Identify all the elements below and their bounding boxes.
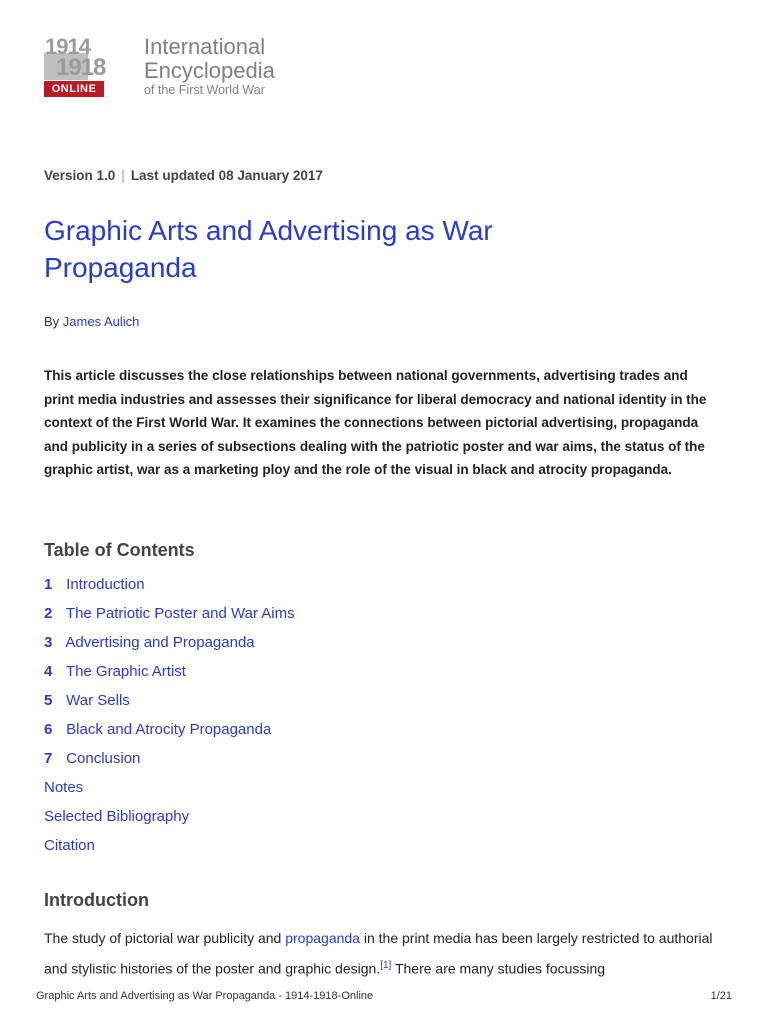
toc-link[interactable]: Introduction: [66, 576, 145, 593]
toc-link[interactable]: The Patriotic Poster and War Aims: [65, 605, 295, 622]
byline-prefix: By: [44, 314, 60, 329]
toc-item-notes[interactable]: [44, 777, 295, 806]
toc-link[interactable]: Conclusion: [66, 750, 141, 767]
toc-item-introduction[interactable]: [44, 574, 295, 603]
toc-item-bibliography[interactable]: [44, 806, 295, 835]
logo-year-top: 1914: [45, 34, 90, 59]
logo-mark: [44, 34, 106, 98]
toc-item-atrocity-propaganda[interactable]: [44, 719, 295, 748]
toc-number: 6: [44, 721, 53, 738]
toc-number: 7: [44, 750, 53, 767]
toc-link[interactable]: Citation: [44, 837, 95, 854]
page-footer: [0, 988, 768, 1008]
toc-number: 4: [44, 663, 53, 680]
footnote-ref-1[interactable]: [1]: [380, 960, 392, 971]
toc-item-graphic-artist[interactable]: [44, 661, 295, 690]
toc-link[interactable]: Advertising and Propaganda: [65, 634, 255, 651]
version-info: [44, 168, 323, 183]
page-number: 1/21: [710, 990, 732, 1002]
version-separator: |: [121, 168, 125, 183]
toc-link[interactable]: The Graphic Artist: [65, 663, 186, 680]
toc-item-patriotic-poster[interactable]: [44, 603, 295, 632]
propaganda-link[interactable]: propaganda: [285, 930, 360, 946]
logo-line-3: of the First World War: [144, 83, 265, 97]
section-heading-introduction: Introduction: [44, 890, 149, 910]
toc-item-citation[interactable]: [44, 835, 295, 864]
table-of-contents: [44, 574, 295, 864]
logo-line-2: Encyclopedia: [144, 58, 275, 83]
byline: [44, 314, 139, 329]
article-abstract: This article discusses the close relationships between national governments, advertising trades and print media industries and assesses their significance for liberal democracy and national identity in the context of the First World War. It examines the connections between pictorial advertising, propaganda and publicity in a series of subsections dealing with the patriotic poster and war aims, the status of the graphic artist, war as a marketing ploy and the role of the visual in black and atrocity propaganda.: [44, 368, 707, 477]
toc-link[interactable]: Notes: [44, 779, 84, 796]
toc-item-advertising[interactable]: [44, 632, 295, 661]
site-logo[interactable]: [44, 34, 294, 100]
toc-heading: Table of Contents: [44, 540, 195, 560]
article-title: Graphic Arts and Advertising as War Propaganda: [44, 215, 493, 283]
author-link[interactable]: James Aulich: [62, 314, 140, 329]
logo-year-bottom: 1918: [56, 54, 106, 81]
logo-wordmark: [144, 34, 275, 98]
toc-number: 3: [44, 634, 53, 651]
last-updated: Last updated 08 January 2017: [130, 168, 323, 183]
intro-text-1: The study of pictorial war publicity and: [44, 930, 286, 946]
toc-number: 1: [44, 576, 53, 593]
toc-item-war-sells[interactable]: [44, 690, 295, 719]
toc-link[interactable]: Black and Atrocity Propaganda: [66, 721, 272, 738]
toc-number: 5: [44, 692, 53, 709]
toc-link[interactable]: War Sells: [66, 692, 130, 709]
logo-line-1: International: [144, 34, 266, 59]
introduction-paragraph: [44, 925, 724, 983]
toc-item-conclusion[interactable]: [44, 748, 295, 777]
version-label: Version 1.0: [44, 168, 116, 183]
intro-text-2: in the print media has been largely restricted to authorial and stylistic histories of the poster and graphic design.: [44, 930, 713, 977]
logo-online-band: ONLINE: [44, 81, 104, 97]
footer-title: Graphic Arts and Advertising as War Propaganda - 1914-1918-Online: [36, 990, 374, 1002]
toc-link[interactable]: Selected Bibliography: [44, 808, 190, 825]
intro-text-3: There are many studies focussing: [391, 960, 606, 977]
toc-number: 2: [44, 605, 53, 622]
